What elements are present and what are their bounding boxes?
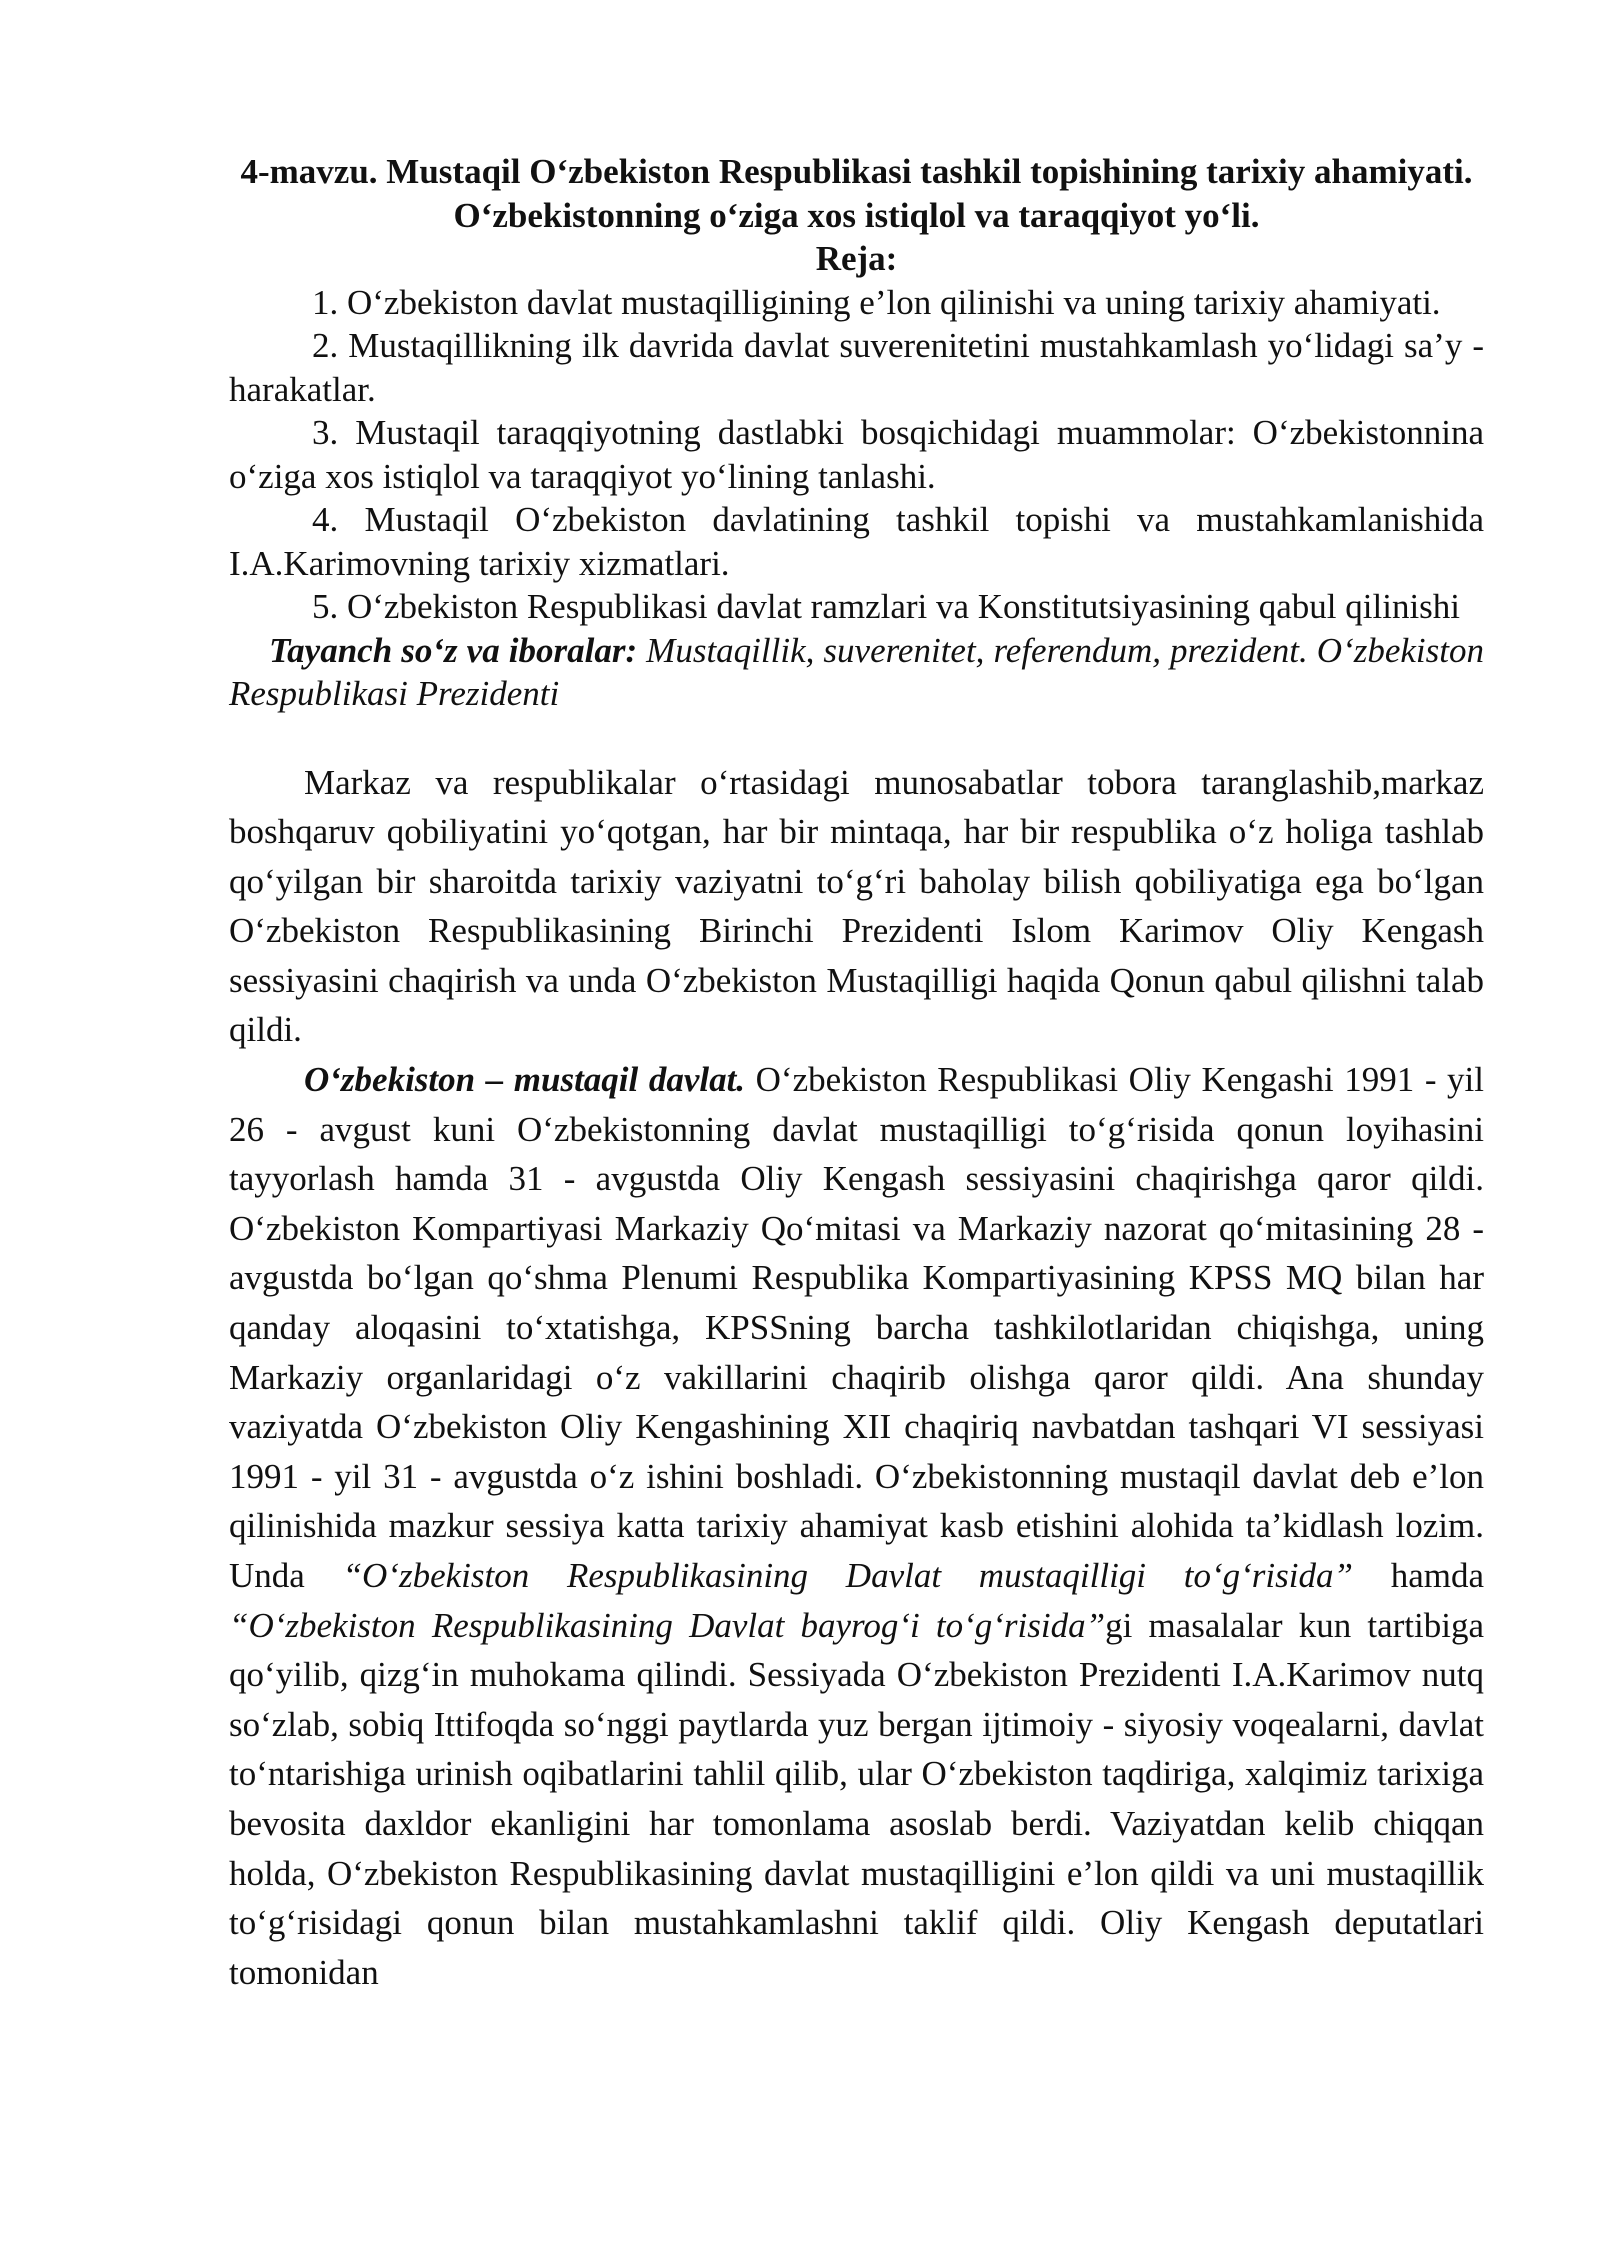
paragraph-1: Markaz va respublikalar o‘rtasidagi munosabatlar tobora taranglashib,markaz boshqaruv qobiliyatini yo‘qotgan, har bir mintaqa, har bir respublika o‘z holiga tashlab qo‘yilgan bir sharoitda tarixiy vaziyatni to‘g‘ri baholay bilish qobiliyatiga ega bo‘lgan O‘zbekiston Respublikasining Birinchi Prezidenti Islom Karimov Oliy Kengash sessiyasini chaqirish va unda O‘zbekiston Mustaqilligi haqida Qonun qabul qilishni talab qildi. xyxy=(229,762,1484,1050)
section-heading: O‘zbekiston – mustaqil davlat. xyxy=(304,1060,746,1100)
law-title-independence: “O‘zbekiston Respublikasining Davlat mustaqilligi to‘g‘risida” xyxy=(342,1556,1353,1595)
topic-title: 4-mavzu. Mustaqil O‘zbekiston Respublikasi tashkil topishining tarixiy ahamiyati. O‘zbekistonning o‘ziga xos istiqlol va taraqqiyot yo‘li. xyxy=(240,152,1473,235)
document-page xyxy=(229,150,1484,1997)
plan-item-5: 5. O‘zbekiston Respublikasi davlat ramzlari va Konstitutsiyasining qabul qilinishi xyxy=(312,587,1461,626)
plan-item-3: 3. Mustaqil taraqqiyotning dastlabki bosqichidagi muammolar: O‘zbekistonnina o‘ziga xos istiqlol va taraqqiyot yo‘lining tanlashi. xyxy=(229,413,1484,496)
main-text xyxy=(229,758,1484,1998)
keywords-line xyxy=(229,629,1484,716)
keywords-label: Tayanch so‘z va iboralar: xyxy=(269,630,638,670)
paragraph-2-text-c: gi masalalar kun tartibiga qo‘yilib, qizg‘in muhokama qilindi. Sessiyada O‘zbekiston Prezidenti I.A.Karimov nutq so‘zlab, sobiq Ittifoqda so‘nggi paytlarda yuz bergan ijtimoiy - siyosiy voqealarni, davlat to‘ntarishiga urinish oqibatlarini tahlil qilib, ular O‘zbekiston taqdiriga, xalqimiz tarixiga bevosita daxldor ekanligini har tomonlama asoslab berdi. Vaziyatdan kelib chiqqan holda, O‘zbekiston Respublikasining davlat mustaqilligini e’lon qildi va uni mustaqillik to‘g‘risidagi qonun bilan mustahkamlashni taklif qildi. Oliy Kengash deputatlari tomonidan xyxy=(229,1605,1484,1992)
plan-item-1: 1. O‘zbekiston davlat mustaqilligining e’lon qilinishi va uning tarixiy ahamiyati. xyxy=(312,282,1441,322)
plan-item-4: 4. Mustaqil O‘zbekiston davlatining tashkil topishi va mustahkamlanishida I.A.Karimovning tarixiy xizmatlari. xyxy=(229,500,1484,583)
plan-item-2: 2. Mustaqillikning ilk davrida davlat suverenitetini mustahkamlash yo‘lidagi sa’y - harakatlar. xyxy=(229,326,1484,409)
keywords-text: Mustaqillik, suverenitet, referendum, prezident. O‘zbekiston Respublikasi Prezidenti xyxy=(229,630,1484,713)
plan-label: Reja: xyxy=(815,239,898,278)
law-title-flag: “O‘zbekiston Respublikasining Davlat bayrog‘i to‘g‘risida” xyxy=(229,1605,1106,1645)
paragraph-2 xyxy=(229,1055,1484,1997)
paragraph-2-text-a: O‘zbekiston Respublikasi Oliy Kengashi 1991 - yil 26 - avgust kuni O‘zbekistonning davlat mustaqilligi to‘g‘risida qonun loyihasini tayyorlash hamda 31 - avgustda Oliy Kengash sessiyasini chaqirishga qaror qildi. O‘zbekiston Kompartiyasi Markaziy Qo‘mitasi va Markaziy nazorat qo‘mitasining 28 - avgustda bo‘lgan qo‘shma Plenumi Respublika Kompartiyasining KPSS MQ bilan har qanday aloqasini to‘xtatishga, KPSSning barcha tashkilotlaridan chiqishga, uning Markaziy organlaridagi o‘z vakillarini chaqirib olishga qaror qildi. Ana shunday vaziyatda O‘zbekiston Oliy Kengashining XII chaqiriq navbatdan tashqari VI sessiyasi 1991 - yil 31 - avgustda o‘z ishini boshladi. O‘zbekistonning mustaqil davlat deb e’lon qilinishida mazkur sessiya katta tarixiy ahamiyat kasb etishini alohida ta’kidlash lozim. Unda xyxy=(229,1060,1484,1595)
paragraph-2-text-b: hamda xyxy=(1352,1556,1485,1595)
